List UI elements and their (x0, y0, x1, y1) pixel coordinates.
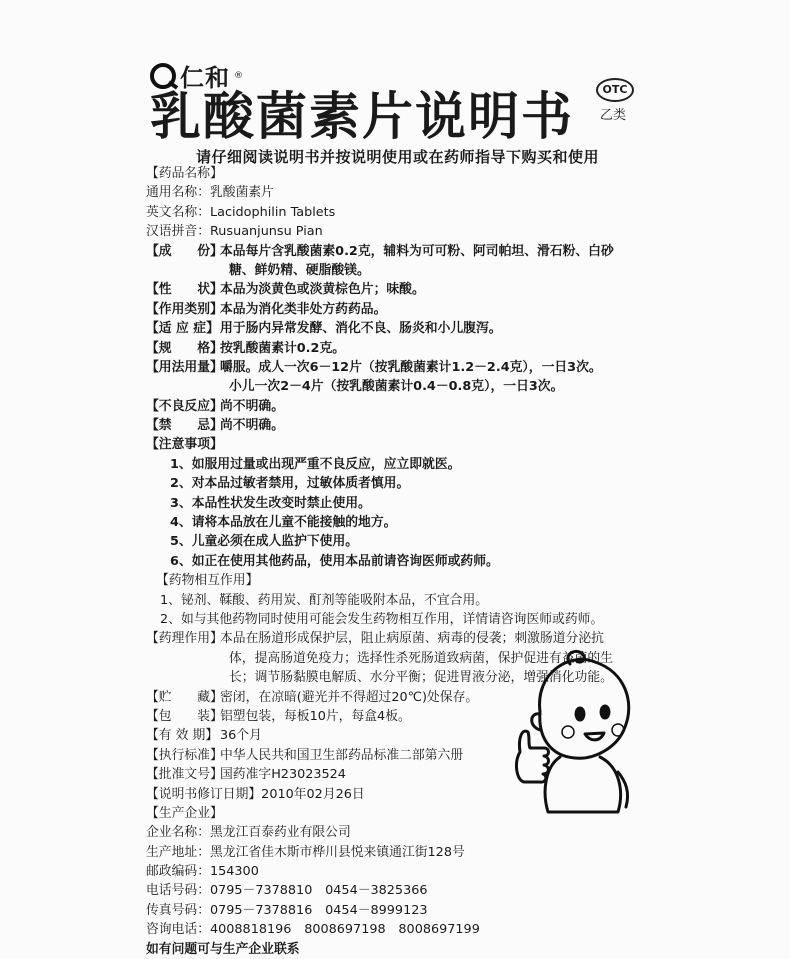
validity-text: 36个月 (220, 728, 262, 744)
fax-label: 传真号码： (146, 902, 210, 918)
category-label: 【作用类别】 (146, 301, 223, 317)
pharmacology-row-3: 长；调节肠黏膜电解质、水分平衡；促进胃液分泌，增强消化功能。 (229, 670, 613, 686)
dosage-label: 【用法用量】 (146, 359, 223, 375)
contraindications-row (146, 416, 646, 435)
storage-label: 【贮 藏】 (146, 689, 223, 705)
approval-label: 【批准文号】 (146, 767, 223, 783)
otc-badge: OTC (596, 78, 634, 102)
appearance-label: 【性 状】 (146, 282, 223, 298)
contraindications-text: 尚不明确。 (220, 418, 284, 434)
adverse-text: 尚不明确。 (220, 398, 284, 414)
adverse-row (146, 397, 646, 416)
brand-mark-icon (150, 63, 176, 89)
specification-row (146, 339, 646, 358)
page-title: 乳酸菌素片说明书 (150, 88, 575, 147)
phone-text: 0795－7378810 0454－3825366 (209, 883, 428, 899)
approval-text: 国药准字H23023524 (220, 767, 346, 783)
validity-label: 【有 效 期】 (146, 728, 219, 744)
postcode-row (146, 862, 646, 881)
interaction-item: 2、如与其他药物同时使用可能会发生药物相互作用，详情请咨询医师或药师。 (160, 611, 604, 627)
adverse-label: 【不良反应】 (146, 398, 223, 414)
appearance-text: 本品为淡黄色或淡黄棕色片；味酸。 (220, 282, 425, 298)
address-text: 黑龙江省佳木斯市桦川县悦来镇通江街128号 (209, 844, 465, 860)
pinyin-name: Rusuanjunsu Pian (209, 224, 323, 240)
manufacturer-heading: 【生产企业】 (146, 805, 223, 821)
packaging-label: 【包 装】 (146, 708, 223, 724)
phone-label: 电话号码： (146, 883, 210, 899)
ingredients-row-2: 糖、鲜奶精、硬脂酸镁。 (229, 262, 370, 278)
precaution-item: 4、请将本品放在儿童不能接触的地方。 (170, 515, 397, 531)
registered-mark: ® (234, 70, 243, 81)
precaution-item: 1、如服用过量或出现严重不良反应，应立即就医。 (170, 456, 461, 472)
indications-row (146, 319, 646, 338)
indications-label: 【适 应 症】 (146, 321, 219, 337)
english-name-label: 英文名称： (146, 204, 210, 220)
company-row (146, 823, 646, 842)
packaging-text: 铝塑包装，每板10片，每盒4板。 (220, 708, 411, 724)
english-name: Lacidophilin Tablets (209, 204, 336, 220)
hotline-row (146, 920, 646, 939)
hotline-text: 4008818196 8008697198 8008697199 (209, 922, 480, 938)
specification-label: 【规 格】 (146, 340, 223, 356)
company-name: 黑龙江百泰药业有限公司 (209, 825, 351, 841)
indications-text: 用于肠内异常发酵、消化不良、肠炎和小儿腹泻。 (220, 321, 502, 337)
pinyin-row (146, 222, 646, 241)
precaution-item: 3、本品性状发生改变时禁止使用。 (170, 495, 371, 511)
precautions-heading: 【注意事项】 (146, 437, 223, 453)
fax-text: 0795－7378816 0454－8999123 (209, 902, 428, 918)
generic-name-label: 通用名称： (146, 185, 210, 201)
ingredients-text: 本品每片含乳酸菌素0.2克，辅料为可可粉、阿司帕坦、滑石粉、白砂 (220, 243, 614, 259)
precaution-item: 6、如正在使用其他药品，使用本品前请咨询医师或药师。 (170, 553, 499, 569)
baby-thumbs-up-illustration (500, 642, 650, 822)
interaction-item: 1、铋剂、鞣酸、药用炭、酊剂等能吸附本品，不宜合用。 (160, 592, 489, 608)
dosage-text: 嚼服。成人一次6－12片（按乳酸菌素计1.2－2.4克），一日3次。 (220, 359, 602, 375)
pharmacology-label: 【药理作用】 (146, 631, 223, 647)
pinyin-label: 汉语拼音： (146, 224, 210, 240)
postcode-label: 邮政编码： (146, 864, 210, 880)
dosage-row (146, 358, 646, 377)
company-label: 企业名称： (146, 825, 210, 841)
standard-label: 【执行标准】 (146, 747, 223, 763)
english-name-row (146, 203, 646, 222)
specification-text: 按乳酸菌素计0.2克。 (220, 340, 346, 356)
brand-name: 仁和 (180, 64, 230, 92)
phone-row (146, 881, 646, 900)
usage-notice: 请仔细阅读说明书并按说明使用或在药师指导下购买和使用 (196, 148, 600, 166)
address-row (146, 843, 646, 862)
category-row (146, 300, 646, 319)
ingredients-row (146, 242, 646, 261)
generic-name: 乳酸菌素片 (209, 185, 274, 201)
fax-row (146, 901, 646, 920)
precaution-item: 5、儿童必须在成人监护下使用。 (170, 534, 359, 550)
pharmacology-row-2: 体，提高肠道免疫力；选择性杀死肠道致病菌，保护促进有益菌的生 (229, 650, 613, 666)
revision-label: 【说明书修订日期】 (146, 786, 262, 802)
postcode-text: 154300 (209, 864, 259, 880)
precaution-item: 2、对本品过敏者禁用，过敏体质者慎用。 (170, 476, 410, 492)
revision-text: 2010年02月26日 (261, 786, 365, 802)
category-text: 本品为消化类非处方药药品。 (220, 301, 387, 317)
leaflet-body (146, 164, 646, 959)
drug-name-heading: 【药品名称】 (146, 166, 223, 181)
address-label: 生产地址： (146, 844, 210, 860)
appearance-row (146, 280, 646, 299)
hotline-label: 咨询电话： (146, 922, 210, 938)
contact-footer: 如有问题可与生产企业联系 (146, 941, 300, 957)
ingredients-label: 【成 份】 (146, 243, 223, 259)
otc-class: 乙类 (600, 108, 627, 123)
contraindications-label: 【禁 忌】 (146, 418, 223, 434)
generic-name-row (146, 183, 646, 202)
interactions-heading: 【药物相互作用】 (156, 573, 259, 589)
standard-text: 中华人民共和国卫生部药品标准二部第六册 (220, 747, 464, 763)
storage-text: 密闭，在凉暗(避光并不得超过20℃)处保存。 (220, 689, 479, 705)
pharmacology-text: 本品在肠道形成保护层，阻止病原菌、病毒的侵袭；刺激肠道分泌抗 (220, 631, 604, 647)
dosage-row-2: 小儿一次2－4片（按乳酸菌素计0.4－0.8克），一日3次。 (229, 379, 564, 395)
